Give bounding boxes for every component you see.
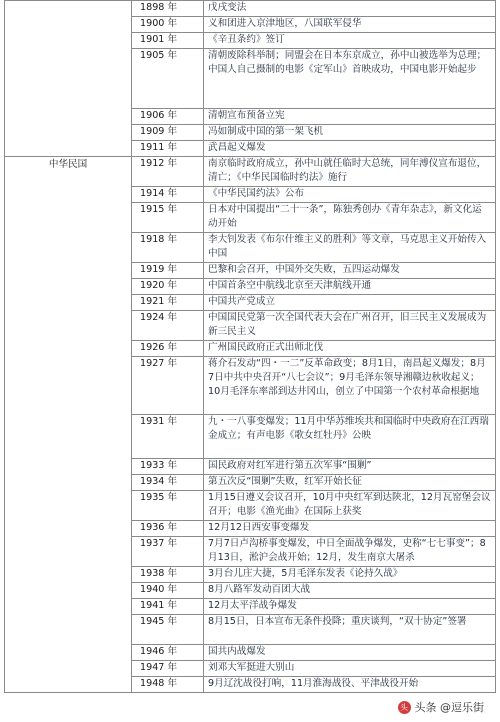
year-cell: 1915 年 [132, 203, 204, 233]
year-cell: 1900 年 [132, 17, 204, 33]
event-cell: 清朝废除科举制；同盟会在日本东京成立，孙中山被选举为总理；中国人自己摄制的电影《定军山》首映成功，中国电影开始起步 [204, 49, 496, 109]
timeline-row [5, 157, 496, 187]
year-cell: 1941 年 [132, 599, 204, 615]
event-cell: 巴黎和会召开，中国外交失败，五四运动爆发 [204, 263, 496, 279]
event-cell: 中国共产党成立 [204, 295, 496, 311]
event-cell: 国共内战爆发 [204, 645, 496, 661]
toutiao-logo-icon: 头 [398, 701, 411, 714]
year-cell: 1946 年 [132, 645, 204, 661]
event-cell: 12月12日西安事变爆发 [204, 521, 496, 537]
event-cell: 武昌起义爆发 [204, 141, 496, 157]
event-cell: 李大钊发表《布尔什维主义的胜利》等文章，马克思主义开始传入中国 [204, 233, 496, 263]
year-cell: 1912 年 [132, 157, 204, 187]
year-cell: 1927 年 [132, 357, 204, 415]
year-cell: 1937 年 [132, 537, 204, 567]
event-cell: 义和团进入京津地区，八国联军侵华 [204, 17, 496, 33]
year-cell: 1919 年 [132, 263, 204, 279]
event-cell: 刘邓大军挺进大别山 [204, 661, 496, 677]
event-cell: 清朝宣布预备立宪 [204, 109, 496, 125]
event-cell: 8月八路军发动百团大战 [204, 583, 496, 599]
event-cell: 中国国民党第一次全国代表大会在广州召开，旧三民主义发展成为新三民主义 [204, 311, 496, 341]
watermark-text: 头条 @逗乐街 [414, 701, 484, 714]
year-cell: 1911 年 [132, 141, 204, 157]
year-cell: 1926 年 [132, 341, 204, 357]
event-cell: 九・一八事变爆发；11月中华苏维埃共和国临时中央政府在江西瑞金成立；有声电影《歌女红牡丹》公映 [204, 415, 496, 459]
event-cell: 12月太平洋战争爆发 [204, 599, 496, 615]
event-cell: 第五次反“围剿”失败，红军开始长征 [204, 475, 496, 491]
event-cell: 7月7日卢沟桥事变爆发，中日全面战争爆发，史称“七七事变”；8月13日，淞沪会战开始；12月，发生南京大屠杀 [204, 537, 496, 567]
event-cell: 1月15日遵义会议召开，10月中央红军到达陕北，12月瓦窑堡会议召开；电影《渔光曲》在国际上获奖 [204, 491, 496, 521]
year-cell: 1936 年 [132, 521, 204, 537]
event-cell: 戊戌变法 [204, 1, 496, 17]
year-cell: 1924 年 [132, 311, 204, 341]
timeline-row [5, 1, 496, 17]
era-cell [5, 1, 132, 157]
history-timeline-table [4, 0, 496, 693]
event-cell: 南京临时政府成立，孙中山就任临时大总统，同年溥仪宣布退位，清亡；《中华民国临时约法》施行 [204, 157, 496, 187]
event-cell: 日本对中国提出“二十一条”，陈独秀创办《青年杂志》，新文化运动开始 [204, 203, 496, 233]
event-cell: 《中华民国约法》公布 [204, 187, 496, 203]
year-cell: 1940 年 [132, 583, 204, 599]
year-cell: 1918 年 [132, 233, 204, 263]
year-cell: 1909 年 [132, 125, 204, 141]
event-cell: 9月辽沈战役打响，11月淮海战役、平津战役开始 [204, 677, 496, 693]
year-cell: 1931 年 [132, 415, 204, 459]
year-cell: 1938 年 [132, 567, 204, 583]
event-cell: 《辛丑条约》签订 [204, 33, 496, 49]
year-cell: 1901 年 [132, 33, 204, 49]
event-cell: 3月台儿庄大捷，5月毛泽东发表《论持久战》 [204, 567, 496, 583]
event-cell: 8月15日，日本宣布无条件投降；重庆谈判，“双十协定”签署 [204, 615, 496, 645]
year-cell: 1947 年 [132, 661, 204, 677]
year-cell: 1906 年 [132, 109, 204, 125]
event-cell: 广州国民政府正式出师北伐 [204, 341, 496, 357]
year-cell: 1921 年 [132, 295, 204, 311]
year-cell: 1933 年 [132, 459, 204, 475]
event-cell: 蒋介石发动“四・一二”反革命政变；8月1日，南昌起义爆发；8月7日中共中央召开“八七会议”；9月毛泽东领导湘赣边秋收起义；10月毛泽东率部到达井冈山，创立了中国第一个农村革命根据地 [204, 357, 496, 415]
year-cell: 1935 年 [132, 491, 204, 521]
event-cell: 国民政府对红军进行第五次军事“围剿” [204, 459, 496, 475]
year-cell: 1945 年 [132, 615, 204, 645]
year-cell: 1934 年 [132, 475, 204, 491]
era-cell: 中华民国 [5, 157, 132, 693]
event-cell: 冯如制成中国的第一架飞机 [204, 125, 496, 141]
event-cell: 中国首条空中航线北京至天津航线开通 [204, 279, 496, 295]
year-cell: 1948 年 [132, 677, 204, 693]
watermark [394, 698, 489, 716]
year-cell: 1914 年 [132, 187, 204, 203]
year-cell: 1905 年 [132, 49, 204, 109]
year-cell: 1920 年 [132, 279, 204, 295]
year-cell: 1898 年 [132, 1, 204, 17]
